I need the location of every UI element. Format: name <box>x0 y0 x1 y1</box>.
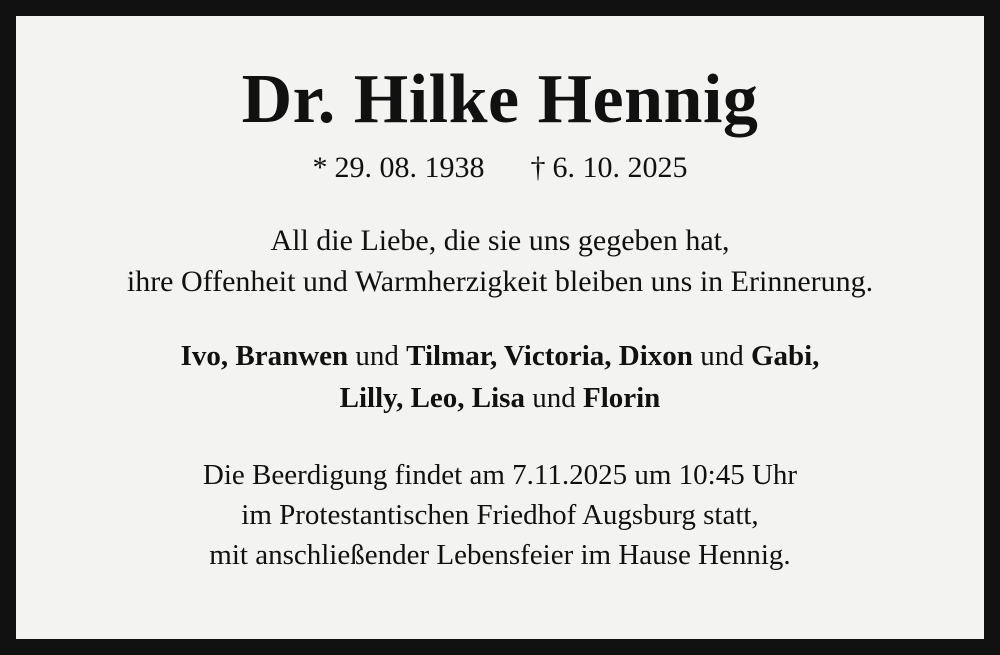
life-dates <box>313 151 688 185</box>
funeral-line-3: mit anschließender Lebensfeier im Hause Hennig. <box>209 538 791 571</box>
mourners-line-2 <box>181 378 820 419</box>
death-date <box>531 151 688 185</box>
death-date-value: 6. 10. 2025 <box>552 150 688 184</box>
memorial-line-1: All die Liebe, die sie uns gegeben hat, <box>270 223 730 257</box>
birth-star-icon: * <box>312 150 328 184</box>
mourners-line-1 <box>181 336 820 377</box>
mourners-conjunction-2: und <box>700 340 744 373</box>
mourner-names-5: Florin <box>582 381 661 414</box>
funeral-line-2: im Protestantischen Friedhof Augsburg statt, <box>241 498 759 531</box>
mourners-conjunction-1: und <box>355 340 399 373</box>
mourner-names-1: Ivo, Branwen <box>180 340 349 373</box>
mourner-names-3: Gabi, <box>750 340 820 373</box>
cross-icon: † <box>530 150 546 184</box>
memorial-line-2: ihre Offenheit und Warmherzigkeit bleiben uns in Erinnerung. <box>126 264 874 298</box>
deceased-name: Dr. Hilke Hennig <box>241 61 759 138</box>
funeral-line-1: Die Beerdigung findet am 7.11.2025 um 10:45 Uhr <box>202 458 798 491</box>
memorial-text <box>127 221 873 303</box>
birth-date <box>313 151 485 185</box>
mourners-conjunction-3: und <box>532 381 576 414</box>
obituary-card <box>14 14 986 641</box>
birth-date-value: 29. 08. 1938 <box>334 150 485 184</box>
mourner-names-2: Tilmar, Victoria, Dixon <box>406 340 693 373</box>
funeral-info <box>203 455 797 575</box>
mourners-list <box>181 336 820 418</box>
mourner-names-4: Lilly, Leo, Lisa <box>339 381 525 414</box>
